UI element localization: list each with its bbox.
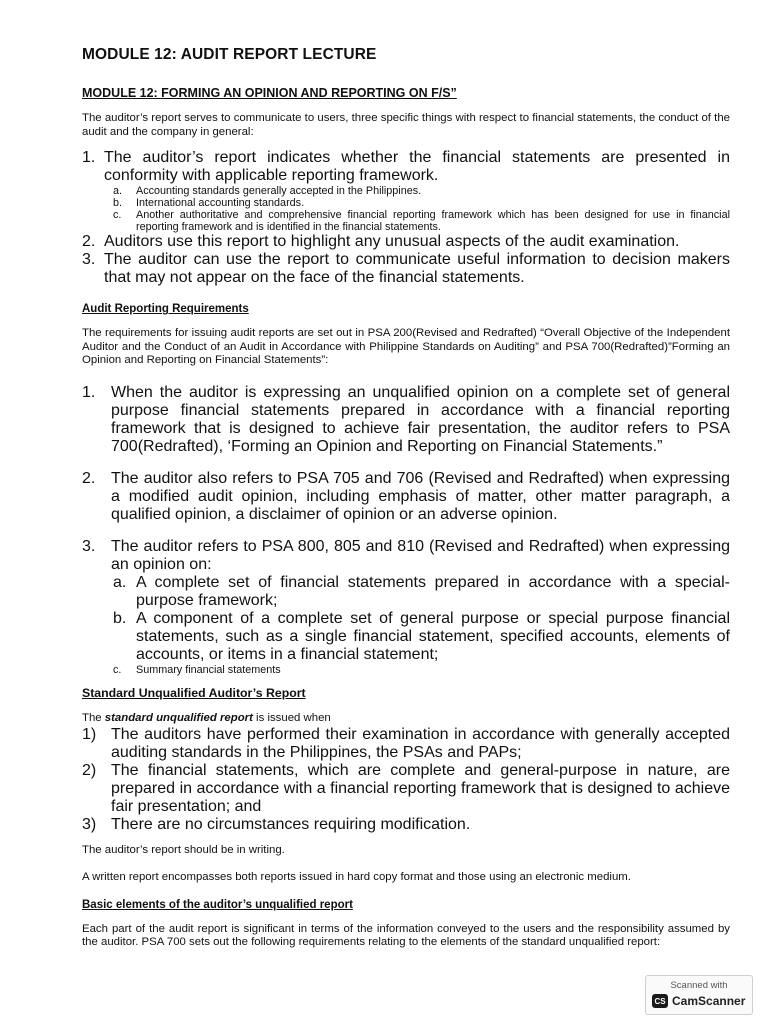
section-heading-reporting-requirements: Audit Reporting Requirements — [82, 303, 249, 316]
sub-text: A component of a complete set of general purpose or special purpose financial statements, such as a single financial statement, specified accounts, elements of accounts, or items in a financial statement; — [136, 609, 730, 663]
section2-intro: The requirements for issuing audit reports are set out in PSA 200(Revised and Redrafted) “Overall Objective of the Independent Auditor and the Conduct of an Audit in Accordance with Philippine Standards on Auditing” and PSA 700(Redrafted)”Forming an Opinion and Reporting on Financial Statements”: — [82, 327, 730, 367]
sub-letter: a. — [113, 185, 123, 198]
section-heading-forming-opinion: MODULE 12: FORMING AN OPINION AND REPORTING ON F/S” — [82, 86, 457, 100]
sub-letter: b. — [113, 197, 123, 210]
list-item — [82, 251, 730, 287]
sub-letter: c. — [113, 663, 122, 676]
list-text: Auditors use this report to highlight any unusual aspects of the audit examination. — [104, 233, 680, 251]
list-number: 2. — [82, 469, 96, 487]
written-report-note: A written report encompasses both reports issued in hard copy format and those using an electronic medium. — [82, 871, 631, 884]
sub-letter: a. — [113, 573, 127, 591]
sub-letter: b. — [113, 609, 127, 627]
list-number: 3) — [82, 815, 97, 833]
section2-list — [82, 384, 730, 676]
sub-item — [111, 610, 730, 664]
sub-text: A complete set of financial statements prepared in accordance with a special-purpose framework; — [136, 573, 730, 609]
camscanner-watermark — [645, 975, 753, 1015]
intro-suffix: is issued when — [252, 711, 331, 724]
sub-item — [111, 185, 730, 197]
section4-text: Each part of the audit report is significant in terms of the information conveyed to the users and the responsibility assumed by the auditor. PSA 700 sets out the following requirements relating to the elements of the standard unqualified report: — [82, 922, 730, 949]
list-text: The auditor can use the report to communicate useful information to decision makers that may not appear on the face of the financial statements. — [104, 251, 730, 287]
sub-item — [111, 197, 730, 209]
list-number: 3. — [82, 251, 96, 269]
sub-item — [111, 209, 730, 233]
section3-list — [82, 726, 730, 834]
list-number: 1. — [82, 149, 96, 167]
list-number: 1. — [82, 383, 96, 401]
watermark-brand-row — [652, 994, 745, 1008]
list-item — [82, 470, 730, 524]
camscanner-logo-icon: CS — [652, 994, 668, 1008]
list-text: The auditor’s report indicates whether the financial statements are presented in conformity with applicable reporting framework. — [104, 149, 730, 185]
section1-intro: The auditor’s report serves to communicate to users, three specific things with respect to financial statements, the conduct of the audit and the company in general: — [82, 112, 730, 138]
list-number: 2. — [82, 233, 96, 251]
list-number: 2) — [82, 761, 97, 779]
document-title: MODULE 12: AUDIT REPORT LECTURE — [82, 46, 377, 63]
section-heading-standard-report: Standard Unqualified Auditor’s Report — [82, 685, 306, 700]
section-heading-basic-elements: Basic elements of the auditor’s unqualified report — [82, 898, 353, 911]
list-number: 1) — [82, 725, 97, 743]
sub-item — [111, 574, 730, 610]
sub-letter: c. — [113, 209, 122, 222]
document-page — [82, 46, 730, 950]
list-item — [82, 233, 730, 251]
intro-prefix: The — [82, 711, 105, 724]
sub-item — [111, 664, 730, 676]
list-text: When the auditor is expressing an unqualified opinion on a complete set of general purpose financial statements prepared in accordance with a financial reporting framework that is designed to achieve fair presentation, the auditor refers to PSA 700(Redrafted), ‘Forming an Opinion and Reporting on Financial Statements.” — [111, 383, 730, 455]
section3-intro — [82, 712, 730, 726]
list-item — [82, 726, 730, 762]
list-item — [82, 149, 730, 185]
sub-text: Summary financial statements — [136, 663, 281, 676]
watermark-brand: CamScanner — [672, 994, 746, 1008]
list-text: The auditor also refers to PSA 705 and 706 (Revised and Redrafted) when expressing a modified audit opinion, including emphasis of matter, other matter paragraph, a qualified opinion, a disclaimer of opinion or an adverse opinion. — [111, 469, 730, 523]
writing-requirement: The auditor’s report should be in writing. — [82, 843, 285, 856]
list-number: 3. — [82, 537, 96, 555]
watermark-caption: Scanned with — [670, 980, 728, 991]
list-text: The financial statements, which are complete and general-purpose in nature, are prepared in accordance with a financial reporting framework that is designed to achieve fair presentation; and — [111, 761, 730, 815]
sub-text: Accounting standards generally accepted in the Philippines. — [136, 185, 422, 198]
list-item — [82, 762, 730, 816]
list-item — [82, 816, 730, 834]
section1-list — [82, 149, 730, 287]
sub-text: Another authoritative and comprehensive financial reporting framework which has been designed for use in financial reporting framework and is identified in the financial statements. — [136, 209, 730, 234]
intro-emphasis: standard unqualified report — [104, 711, 253, 724]
list-text: The auditor refers to PSA 800, 805 and 810 (Revised and Redrafted) when expressing an opinion on: — [111, 537, 730, 573]
list-text: There are no circumstances requiring modification. — [111, 815, 471, 833]
list-item — [82, 538, 730, 574]
list-text: The auditors have performed their examination in accordance with generally accepted auditing standards in the Philippines, the PSAs and PAPs; — [111, 725, 730, 761]
sub-text: International accounting standards. — [136, 197, 305, 210]
list-item — [82, 384, 730, 456]
